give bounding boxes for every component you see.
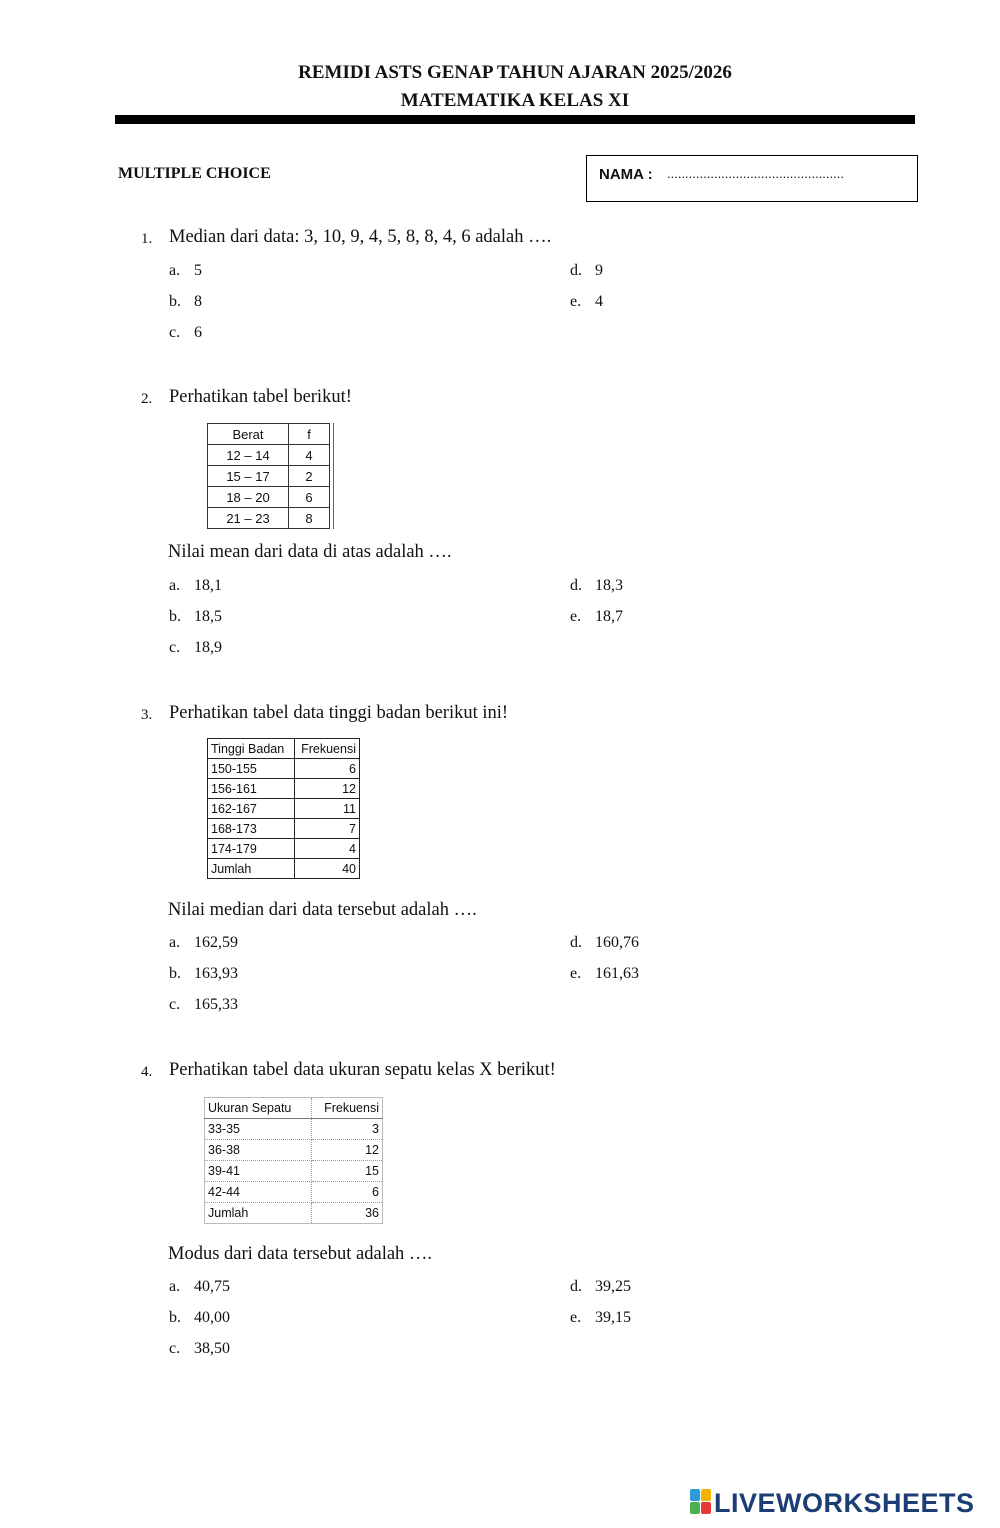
- question-1-number: 1.: [141, 231, 153, 247]
- q4-option-e[interactable]: e. 39,15: [570, 1309, 631, 1326]
- liveworksheets-logo-text: LIVEWORKSHEETS: [714, 1488, 975, 1518]
- table-header-cell: Frekuensi: [312, 1098, 383, 1119]
- q3-option-c[interactable]: c. 165,33: [169, 996, 238, 1013]
- name-field[interactable]: [586, 155, 918, 202]
- section-label: MULTIPLE CHOICE: [118, 165, 271, 182]
- page-subtitle: MATEMATIKA KELAS XI: [400, 90, 630, 111]
- table-cell: 4: [289, 445, 330, 466]
- q4-option-a[interactable]: a. 40,75: [169, 1278, 230, 1295]
- table-cell: Jumlah: [205, 1203, 312, 1224]
- table-row: [208, 445, 330, 466]
- question-2-prompt: Nilai mean dari data di atas adalah ….: [168, 542, 452, 562]
- table-cell: 39-41: [205, 1161, 312, 1182]
- q1-option-a[interactable]: a. 5: [169, 262, 202, 279]
- height-frequency-table: [207, 738, 360, 879]
- table-cell: 36-38: [205, 1140, 312, 1161]
- name-field-blank[interactable]: .................................................: [667, 166, 844, 181]
- table-cell: 12: [295, 779, 360, 799]
- table-row: [208, 839, 360, 859]
- table-cell: 6: [295, 759, 360, 779]
- table-cell: 156-161: [208, 779, 295, 799]
- liveworksheets-logo-icon: [690, 1489, 712, 1515]
- table-row: [205, 1161, 383, 1182]
- table-row: [208, 779, 360, 799]
- table-cell: 168-173: [208, 819, 295, 839]
- table-cell: 18 – 20: [208, 487, 289, 508]
- question-4-text: Perhatikan tabel data ukuran sepatu kelas X berikut!: [169, 1060, 556, 1080]
- table-header-cell: Ukuran Sepatu: [205, 1098, 312, 1119]
- page-title: REMIDI ASTS GENAP TAHUN AJARAN 2025/2026: [298, 62, 732, 83]
- question-4-number: 4.: [141, 1064, 153, 1080]
- q3-option-a[interactable]: a. 162,59: [169, 934, 238, 951]
- table-row: [208, 799, 360, 819]
- table-cell: 40: [295, 859, 360, 879]
- table-header-cell: Berat: [208, 424, 289, 445]
- question-1-text: Median dari data: 3, 10, 9, 4, 5, 8, 8, 4, 6 adalah ….: [169, 227, 552, 247]
- q2-option-a[interactable]: a. 18,1: [169, 577, 222, 594]
- q4-option-b[interactable]: b. 40,00: [169, 1309, 230, 1326]
- table-cell: Jumlah: [208, 859, 295, 879]
- table-cell: 15 – 17: [208, 466, 289, 487]
- q2-option-b[interactable]: b. 18,5: [169, 608, 222, 625]
- q2-option-e[interactable]: e. 18,7: [570, 608, 623, 625]
- table-cell: 4: [295, 839, 360, 859]
- header-divider: [115, 115, 915, 124]
- q1-option-b[interactable]: b. 8: [169, 293, 202, 310]
- weight-frequency-table: [207, 423, 330, 529]
- question-2-number: 2.: [141, 391, 153, 407]
- table-cell: 11: [295, 799, 360, 819]
- q4-option-d[interactable]: d. 39,25: [570, 1278, 631, 1295]
- table-row: [205, 1119, 383, 1140]
- table-cell: 6: [289, 487, 330, 508]
- table-header-row: [208, 739, 360, 759]
- table-cell: 42-44: [205, 1182, 312, 1203]
- question-2-text: Perhatikan tabel berikut!: [169, 387, 352, 407]
- table-header-cell: Tinggi Badan: [208, 739, 295, 759]
- table-cell: 174-179: [208, 839, 295, 859]
- q2-option-d[interactable]: d. 18,3: [570, 577, 623, 594]
- table-row: [205, 1182, 383, 1203]
- question-3-text: Perhatikan tabel data tinggi badan berikut ini!: [169, 703, 509, 723]
- table-row: [208, 819, 360, 839]
- q1-option-c[interactable]: c. 6: [169, 324, 202, 341]
- table-cell: 7: [295, 819, 360, 839]
- table-cell: 162-167: [208, 799, 295, 819]
- table-cell: 2: [289, 466, 330, 487]
- table-cell: 36: [312, 1203, 383, 1224]
- table-row: [205, 1140, 383, 1161]
- table-cell: 15: [312, 1161, 383, 1182]
- table-row: [208, 466, 330, 487]
- table-row: [205, 1203, 383, 1224]
- table-header-row: [208, 424, 330, 445]
- table-row: [208, 487, 330, 508]
- question-3-number: 3.: [141, 707, 153, 723]
- table-cell: 8: [289, 508, 330, 529]
- table-cell: 33-35: [205, 1119, 312, 1140]
- table-header-cell: f: [289, 424, 330, 445]
- table-cell: 12: [312, 1140, 383, 1161]
- table-cell: 12 – 14: [208, 445, 289, 466]
- table-cell: 3: [312, 1119, 383, 1140]
- shoe-size-frequency-table: [204, 1097, 383, 1224]
- table-header-row: [205, 1098, 383, 1119]
- table-cell: 6: [312, 1182, 383, 1203]
- table-row: [208, 508, 330, 529]
- q1-option-d[interactable]: d. 9: [570, 262, 603, 279]
- table-row: [208, 859, 360, 879]
- table-row: [208, 759, 360, 779]
- name-field-label: NAMA :: [599, 166, 653, 183]
- q2-option-c[interactable]: c. 18,9: [169, 639, 222, 656]
- liveworksheets-logo: [690, 1488, 975, 1524]
- question-4-prompt: Modus dari data tersebut adalah ….: [168, 1244, 433, 1264]
- table-header-cell: Frekuensi: [295, 739, 360, 759]
- q3-option-d[interactable]: d. 160,76: [570, 934, 639, 951]
- q1-option-e[interactable]: e. 4: [570, 293, 603, 310]
- table-cell: 150-155: [208, 759, 295, 779]
- question-3-prompt: Nilai median dari data tersebut adalah ….: [168, 900, 477, 920]
- q3-option-b[interactable]: b. 163,93: [169, 965, 238, 982]
- q3-option-e[interactable]: e. 161,63: [570, 965, 639, 982]
- q4-option-c[interactable]: c. 38,50: [169, 1340, 230, 1357]
- table-cell: 21 – 23: [208, 508, 289, 529]
